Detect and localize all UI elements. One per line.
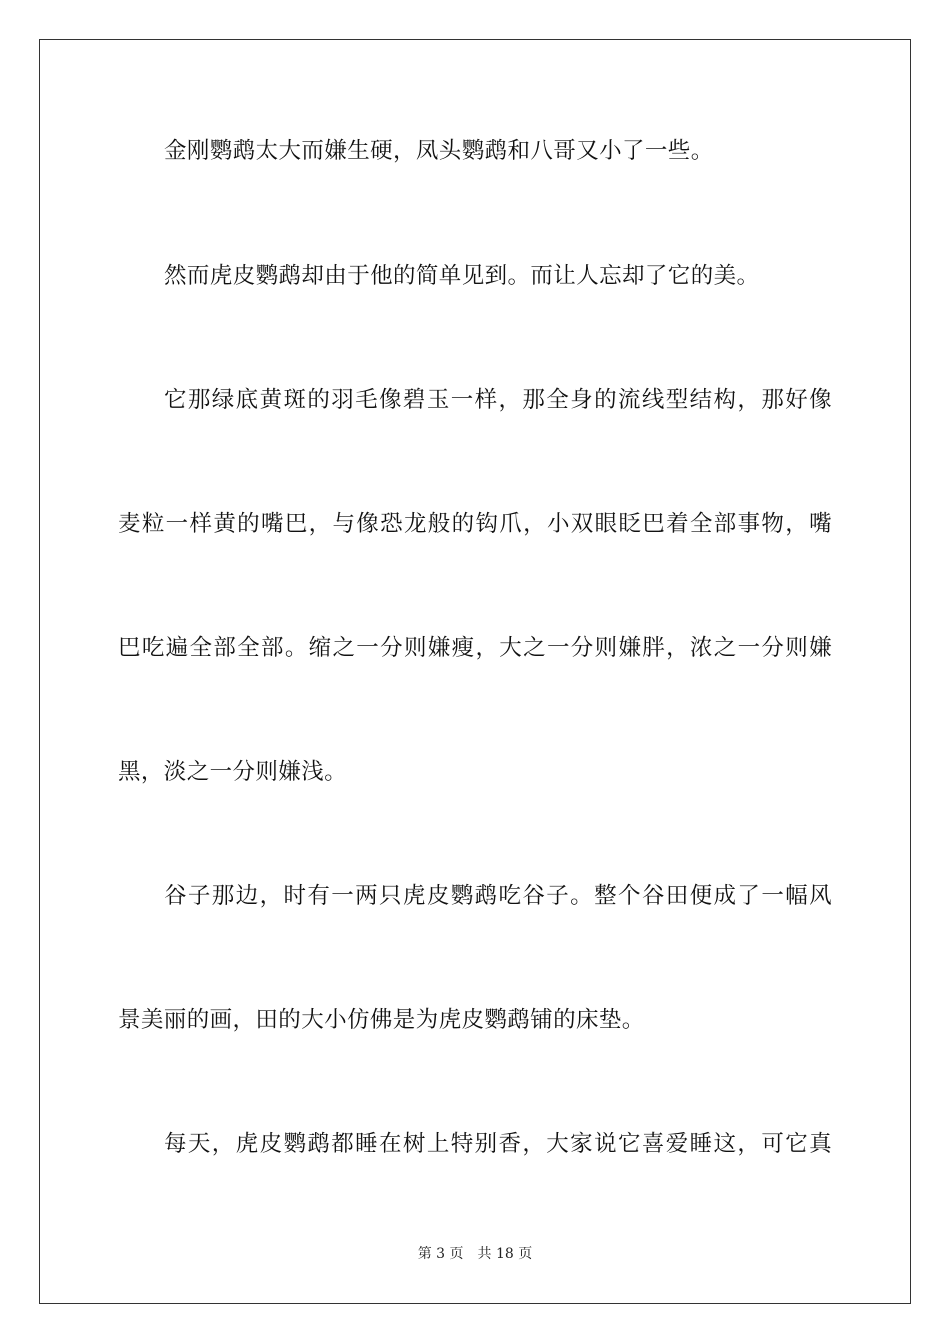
paragraph-line: 麦粒一样黄的嘴巴，与像恐龙般的钩爪，小双眼眨巴着全部事物，嘴 xyxy=(118,511,832,537)
paragraph-line: 每天，虎皮鹦鹉都睡在树上特别香，大家说它喜爱睡这，可它真 xyxy=(164,1131,832,1157)
page-number-footer: 第 3 页 共 18 页 xyxy=(417,1246,533,1262)
page-border xyxy=(39,39,911,1304)
paragraph-line: 它那绿底黄斑的羽毛像碧玉一样，那全身的流线型结构，那好像 xyxy=(164,387,832,413)
paragraph-line: 黑，淡之一分则嫌浅。 xyxy=(118,759,348,785)
paragraph-line: 景美丽的画，田的大小仿佛是为虎皮鹦鹉铺的床垫。 xyxy=(118,1007,645,1033)
paragraph-line: 然而虎皮鹦鹉却由于他的简单见到。而让人忘却了它的美。 xyxy=(164,263,760,289)
paragraph-line: 谷子那边，时有一两只虎皮鹦鹉吃谷子。整个谷田便成了一幅风 xyxy=(164,883,832,909)
paragraph-line: 金刚鹦鹉太大而嫌生硬，凤头鹦鹉和八哥又小了一些。 xyxy=(164,138,714,164)
paragraph-line: 巴吃遍全部全部。缩之一分则嫌瘦，大之一分则嫌胖，浓之一分则嫌 xyxy=(118,635,832,661)
